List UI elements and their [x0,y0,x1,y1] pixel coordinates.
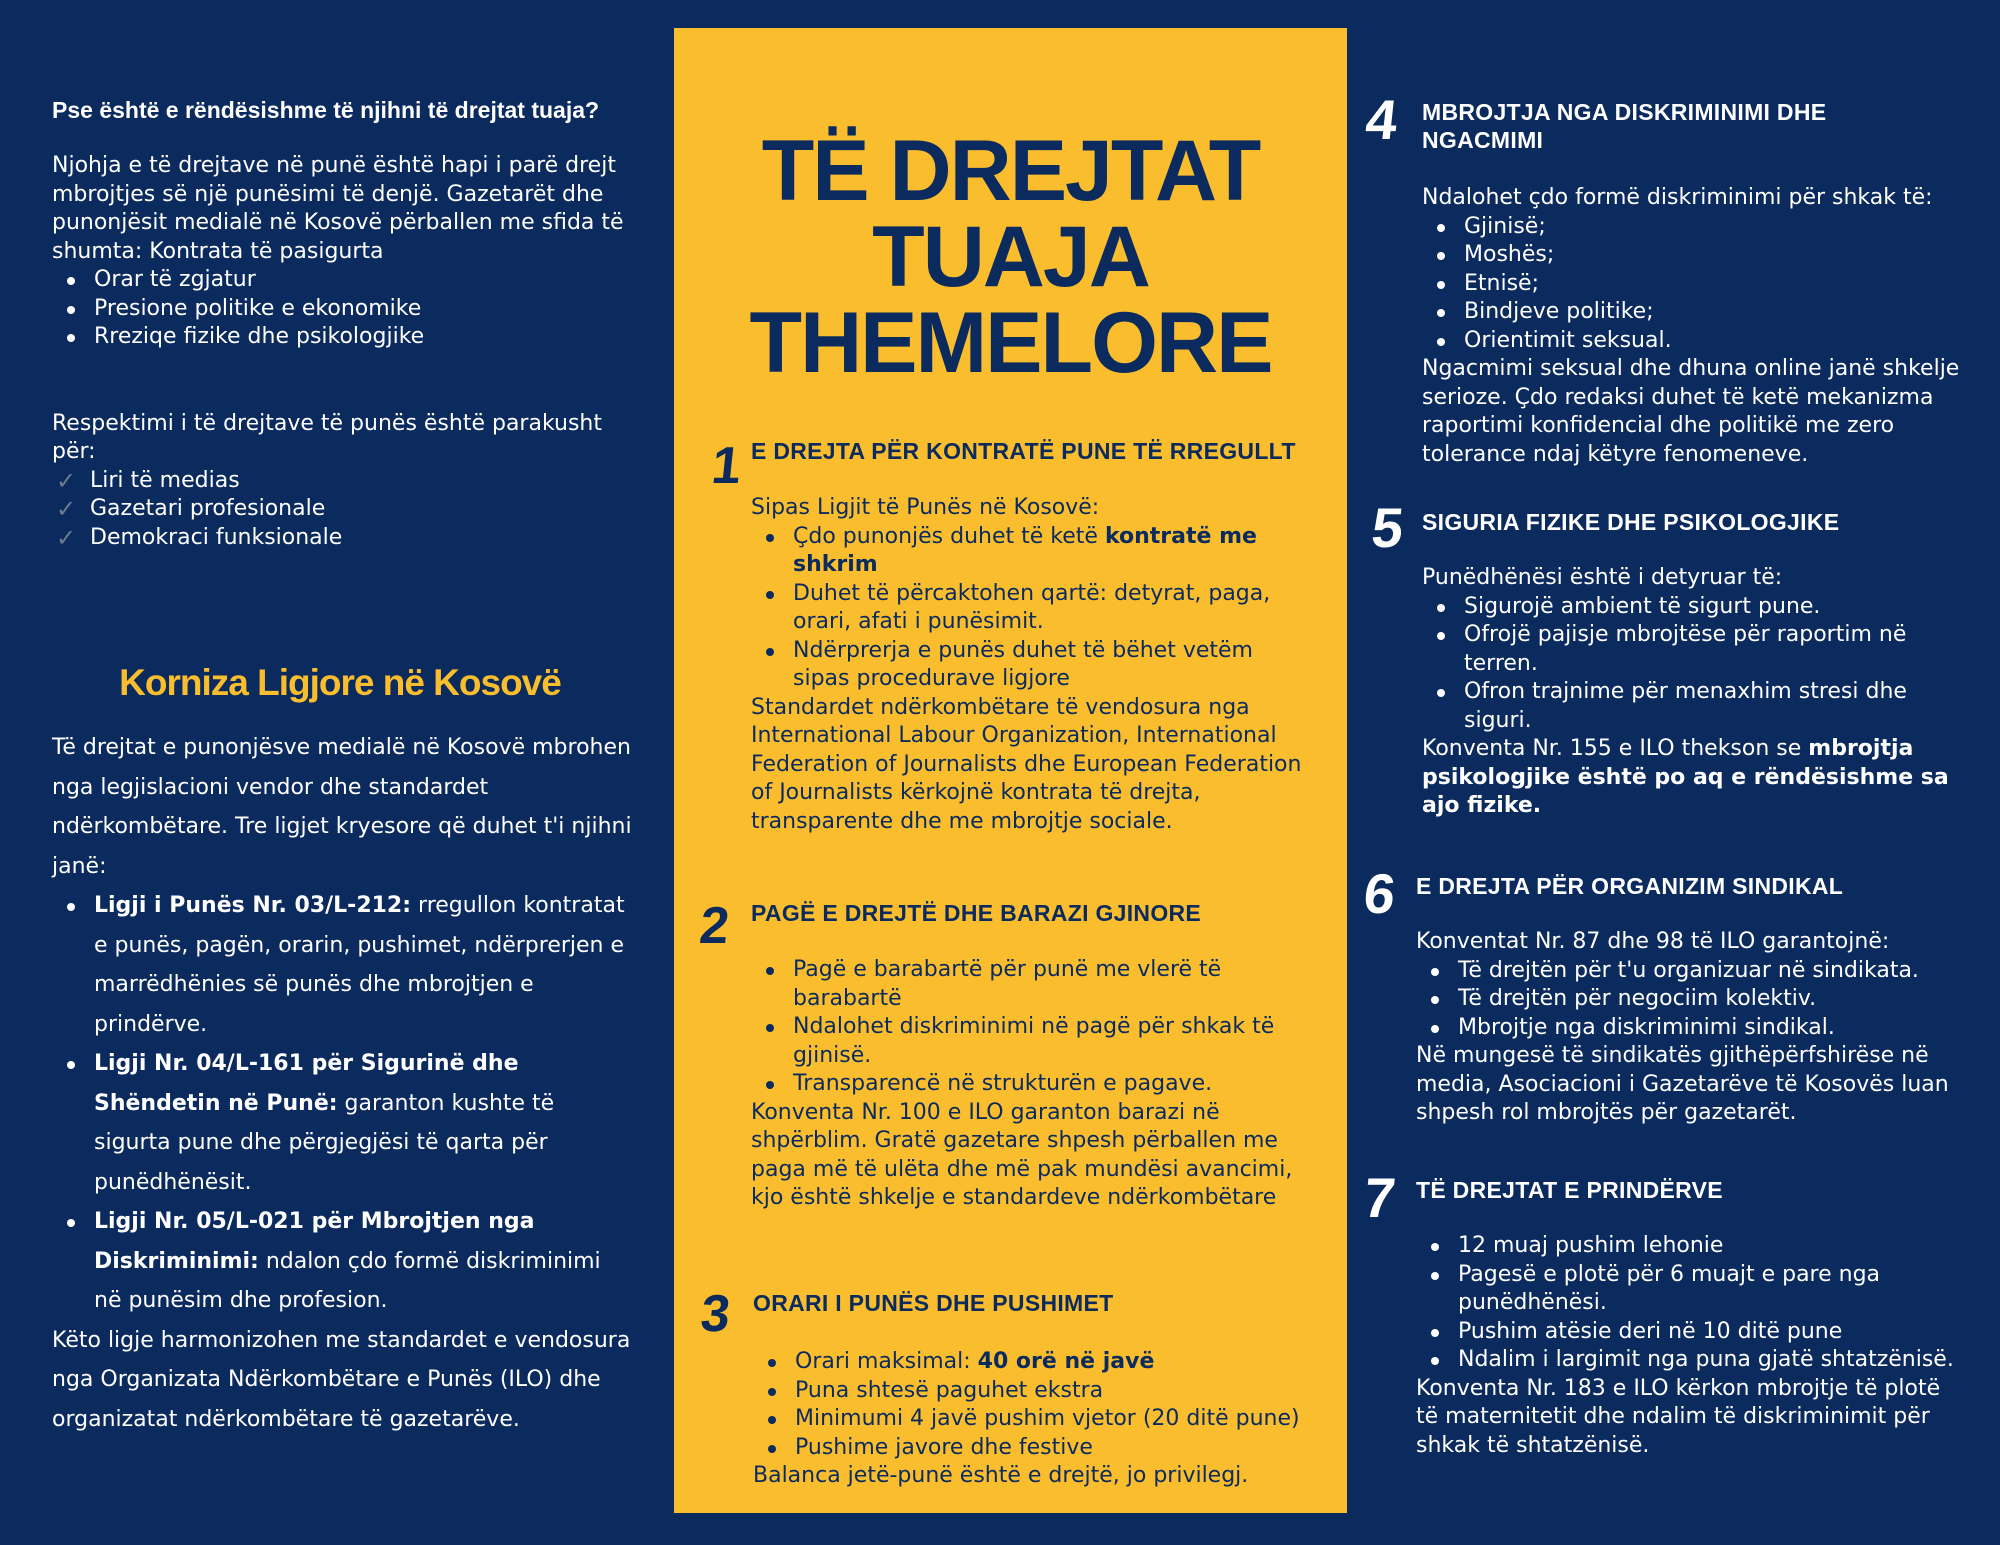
list-item: Presione politike e ekonomike [52,295,632,324]
list-item: Minimumi 4 javë pushim vjetor (20 ditë pune) [753,1405,1313,1434]
law-item [52,886,632,1044]
section-4-number: 4 [1362,88,1401,151]
list-item: Ofron trajnime për menaxhim stresi dhe siguri. [1422,678,1967,735]
list-item: ✓ Gazetari profesionale [56,495,326,523]
list-item: ✓ Liri të medias [56,466,240,495]
list-item: Ofrojë pajisje mbrojtëse për raportim në terren. [1422,621,1967,678]
section-3-number: 3 [697,1285,733,1343]
section-7-body: 12 muaj pushim lehonie Pagesë e plotë për 6 muajt e pare nga punëdhënësi. Pushim atësie deri në 10 ditë pune Ndalim i largimit nga puna gjatë shtatzënisë. Konventa Nr. 183 e ILO kërkon mbrojtje të plotë të maternitetit dhe ndalim të diskriminimit për shkak të shtatzënisë. [1416,1232,1961,1460]
respect-list [52,467,632,553]
respect-text: Respektimi i të drejtave të punës është parakusht për: [52,410,602,464]
law-item [52,1202,632,1321]
section-4-body: Ndalohet çdo formë diskriminimi për shkak të: Gjinisë; Moshës; Etnisë; Bindjeve politike; Orientimit seksual. Ngacmimi seksual dhe dhuna online janë shkelje serioze. Çdo redaksi duhet të ketë mekanizma raportimi konfidencial dhe politikë me zero tolerance ndaj këtyre fenomeneve. [1422,184,1967,469]
law-desc: garanton kushte të sigurta pune dhe përgjegjësi të qarta për punëdhënësit. [94,1090,555,1195]
law-desc: rregullon kontratat e punës, pagën, orarin, pushimet, ndërprerjen e marrëdhënies së punës dhe mbrojtjen e prindërve. [94,893,625,1037]
list-item: Puna shtesë paguhet ekstra [753,1377,1313,1406]
laws-list [52,886,632,1321]
list-item: Ndalohet diskriminimi në pagë për shkak të gjinisë. [751,1013,1311,1070]
section-3-heading: ORARI I PUNËS DHE PUSHIMET [753,1290,1114,1316]
section-2-heading: PAGË E DREJTË DHE BARAZI GJINORE [751,900,1202,926]
section-4-heading: MBROJTJA NGA DISKRIMINIMI DHE NGACMIMI [1422,99,1827,153]
list-item: Ndalim i largimit nga puna gjatë shtatzënisë. [1416,1346,1961,1375]
section-1-body: Sipas Ligjit të Punës në Kosovë: Çdo punonjës duhet të ketë kontratë me shkrim Duhet të përcaktohen qartë: detyrat, paga, orari, afati i punësimit. Ndërprerja e punës duhet të bëhet vetëm sipas procedurave ligjore Standardet ndërkombëtare të vendosura nga International Labour Organization, International Federation of Journalists dhe European Federation of Journalists kërkojnë kontrata të drejta, transparente dhe me mbrojtje sociale. [751,494,1311,836]
list-item: Moshës; [1422,241,1967,270]
list-item: Mbrojtje nga diskriminimi sindikal. [1416,1014,1961,1043]
list-item: Etnisë; [1422,270,1967,299]
list-item: Pushim atësie deri në 10 ditë pune [1416,1318,1961,1347]
section-6-body: Konventat Nr. 87 dhe 98 të ILO garantojnë: Të drejtën për t'u organizuar në sindikata. Të drejtën për negociim kolektiv. Mbrojtje nga diskriminimi sindikal. Në mungesë të sindikatës gjithëpërfshirëse në media, Asociacioni i Gazetarëve të Kosovës luan shpesh rol mbrojtës për gazetarët. [1416,928,1961,1128]
section-6-number: 6 [1360,862,1399,925]
check-icon: ✓ [56,523,77,552]
section-7-number: 7 [1360,1166,1399,1229]
main-title: TË DREJTAT TUAJA THEMELORE [749,123,1272,391]
korniza-closing: Këto ligje harmonizohen me standardet e vendosura nga Organizata Ndërkombëtare e Punës (ILO) dhe organizatat ndërkombëtare të gazetarëve. [52,1327,631,1432]
check-icon: ✓ [56,495,77,523]
list-item: ✓ Demokraci funksionale [56,523,343,552]
section-1-heading: E DREJTA PËR KONTRATË PUNE TË RREGULLT [751,438,1296,464]
list-item: Bindjeve politike; [1422,298,1967,327]
intro-title: Pse është e rëndësishme të njihni të drejtat tuaja? [52,97,600,123]
center-panel [674,28,1347,1513]
check-icon: ✓ [56,466,77,495]
list-item: Pagesë e plotë për 6 muajt e pare nga punëdhënësi. [1416,1261,1961,1318]
list-item: Pagë e barabartë për punë me vlerë të barabartë [751,956,1311,1013]
list-item: Të drejtën për t'u organizuar në sindikata. [1416,957,1961,986]
list-item: Orari maksimal: 40 orë në javë [753,1348,1313,1377]
left-column [52,96,632,552]
section-2-number: 2 [696,897,732,955]
list-item: Rreziqe fizike dhe psikologjike [52,323,632,352]
section-5-heading: SIGURIA FIZIKE DHE PSIKOLOGJIKE [1422,509,1840,535]
list-item: Orar të zgjatur [52,266,632,295]
law-item [52,1044,632,1202]
intro-text: Njohja e të drejtave në punë është hapi i parë drejt mbrojtjes së një punësimi të denjë. Gazetarët dhe punonjësit medialë në Kosovë përballen me sfida të shumta: Kontrata të pasigurta [52,153,624,264]
law-name: Ligji Nr. 04/L-161 për Sigurinë dhe Shëndetin në Punë: [94,1051,519,1116]
list-item: Ndërprerja e punës duhet të bëhet vetëm sipas procedurave ligjore [751,637,1311,694]
list-item: 12 muaj pushim lehonie [1416,1232,1961,1261]
section-1-number: 1 [708,437,744,495]
section-7-heading: TË DREJTAT E PRINDËRVE [1416,1177,1723,1203]
law-desc: ndalon çdo formë diskriminimi në punësim dhe profesion. [94,1248,601,1313]
list-item: Gjinisë; [1422,213,1967,242]
list-item: Pushime javore dhe festive [753,1434,1313,1463]
section-2-body: Pagë e barabartë për punë me vlerë të barabartë Ndalohet diskriminimi në pagë për shkak të gjinisë. Transparencë në strukturën e pagave. Konventa Nr. 100 e ILO garanton barazi në shpërblim. Gratë gazetare shpesh përballen me paga më të ulëta dhe më pak mundësi avancimi, kjo është shkelje e standardeve ndërkombëtare [751,956,1311,1213]
intro-bullets [52,266,632,352]
list-item: Duhet të përcaktohen qartë: detyrat, paga, orari, afati i punësimit. [751,580,1311,637]
list-item: Çdo punonjës duhet të ketë kontratë me shkrim [751,523,1311,580]
law-name: Ligji Nr. 05/L-021 për Mbrojtjen nga Diskriminimi: [94,1209,535,1274]
korniza-title: Korniza Ligjore në Kosovë [119,662,561,703]
section-6-heading: E DREJTA PËR ORGANIZIM SINDIKAL [1416,873,1844,899]
korniza-section [52,728,632,1439]
list-item: Të drejtën për negociim kolektiv. [1416,985,1961,1014]
law-name: Ligji i Punës Nr. 03/L-212: [94,893,412,918]
section-3-body: Orari maksimal: 40 orë në javë Puna shtesë paguhet ekstra Minimumi 4 javë pushim vjetor (20 ditë pune) Pushime javore dhe festive Balanca jetë-punë është e drejtë, jo privilegj. [753,1348,1313,1491]
list-item: Sigurojë ambient të sigurt pune. [1422,593,1967,622]
korniza-text: Të drejtat e punonjësve medialë në Kosovë mbrohen nga legjislacioni vendor dhe standardet ndërkombëtare. Tre ligjet kryesore që duhet t'i njihni janë: [52,735,632,879]
section-5-body: Punëdhënësi është i detyruar të: Sigurojë ambient të sigurt pune. Ofrojë pajisje mbrojtëse për raportim në terren. Ofron trajnime për menaxhim stresi dhe siguri. Konventa Nr. 155 e ILO thekson se mbrojtja psikologjike është po aq e rëndësishme sa ajo fizike. [1422,564,1967,821]
list-item: Transparencë në strukturën e pagave. [751,1070,1311,1099]
section-5-number: 5 [1368,496,1407,559]
list-item: Orientimit seksual. [1422,327,1967,356]
